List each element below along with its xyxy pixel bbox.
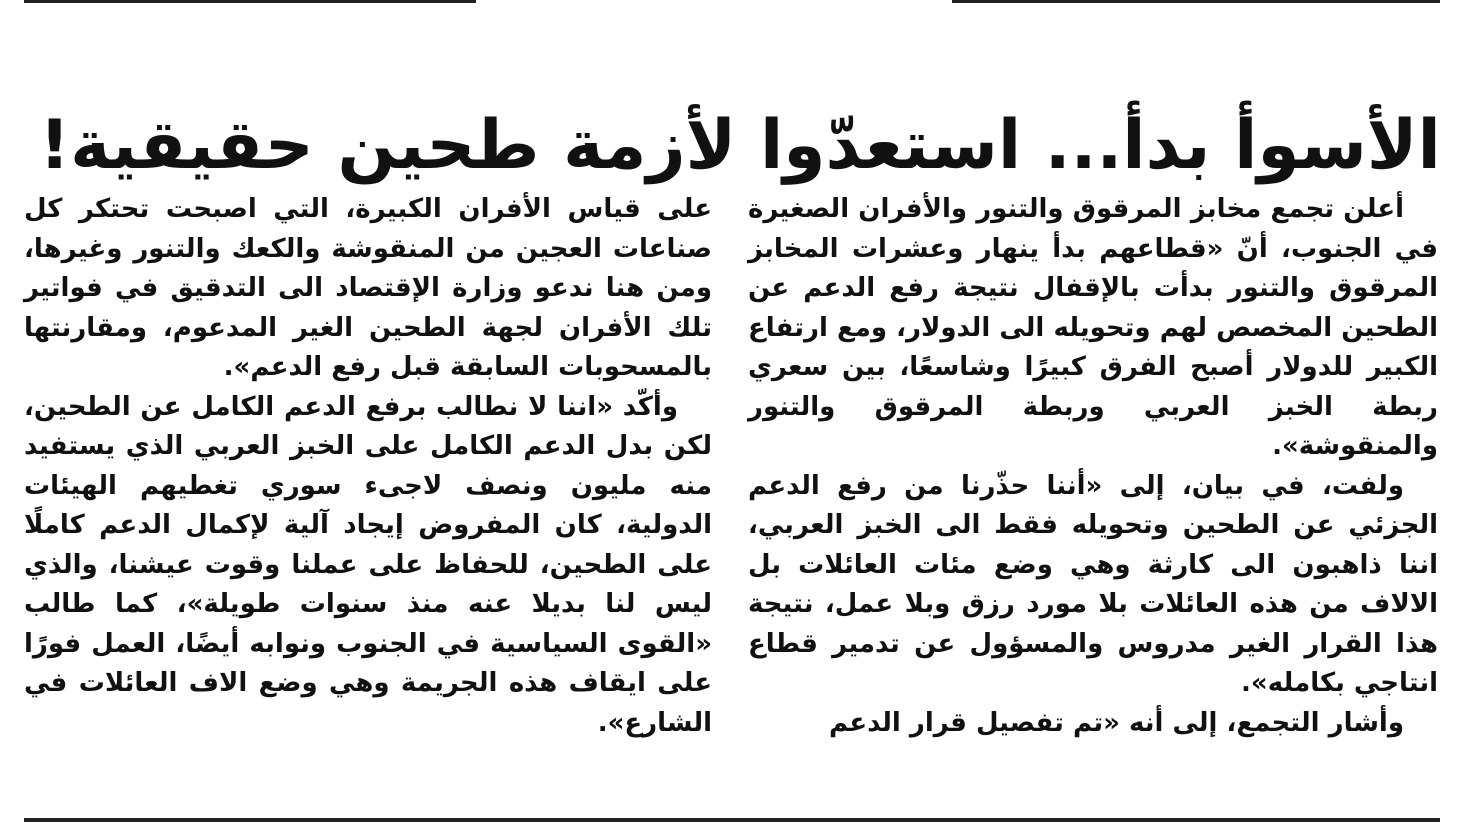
top-rule-left <box>24 0 476 3</box>
article-column-left <box>24 190 712 743</box>
bottom-rule <box>24 818 1440 822</box>
top-rule-right <box>952 0 1440 3</box>
article-headline: الأسوأ بدأ... استعدّوا لأزمة طحين حقيقية! <box>39 105 1441 185</box>
paragraph: وأشار التجمع، إلى أنه «تم تفصيل قرار الدعم <box>828 707 1404 738</box>
paragraph: ولفت، في بيان، إلى «أننا حذّرنا من رفع الدعم الجزئي عن الطحين وتحويله فقط الى الخبز العربي، اننا ذاهبون الى كارثة وهي وضع مئات العائلات بل الالاف من هذه العائلات بلا مورد رزق وبلا عمل، نتيجة هذا القرار الغير مدروس والمسؤول عن تدمير قطاع انتاجي بكامله». <box>748 470 1438 698</box>
article-column-right <box>748 190 1438 743</box>
paragraph: أعلن تجمع مخابز المرقوق والتنور والأفران الصغيرة في الجنوب، أنّ «قطاعهم بدأ ينهار وعشرات المخابز المرقوق والتنور بدأت بالإقفال نتيجة رفع الدعم عن الطحين المخصص لهم وتحويله الى الدولار، ومع ارتفاع الكبير للدولار أصبح الفرق كبيرًا وشاسعًا، بين سعري ربطة الخبز العربي وربطة المرقوق والتنور والمنقوشة». <box>748 194 1438 461</box>
paragraph: على قياس الأفران الكبيرة، التي اصبحت تحتكر كل صناعات العجين من المنقوشة والكعك والتنور وغيرها، ومن هنا ندعو وزارة الإقتصاد الى التدقيق في فواتير تلك الأفران لجهة الطحين الغير المدعوم، ومقارنتها بالمسحوبات السابقة قبل رفع الدعم». <box>24 194 712 382</box>
paragraph: وأكّد «اننا لا نطالب برفع الدعم الكامل عن الطحين، لكن بدل الدعم الكامل على الخبز العربي الذي يستفيد منه مليون ونصف لاجىء سوري تغطيهم الهيئات الدولية، كان المفروض إيجاد آلية لإكمال الدعم كاملًا على الطحين، للحفاظ على عملنا وقوت عيشنا، والذي ليس لنا بديلا عنه منذ سنوات طويلة»، كما طالب «القوى السياسية في الجنوب ونوابه أيضًا، العمل فورًا على ايقاف هذه الجريمة وهي وضع الاف العائلات في الشارع». <box>24 391 712 738</box>
